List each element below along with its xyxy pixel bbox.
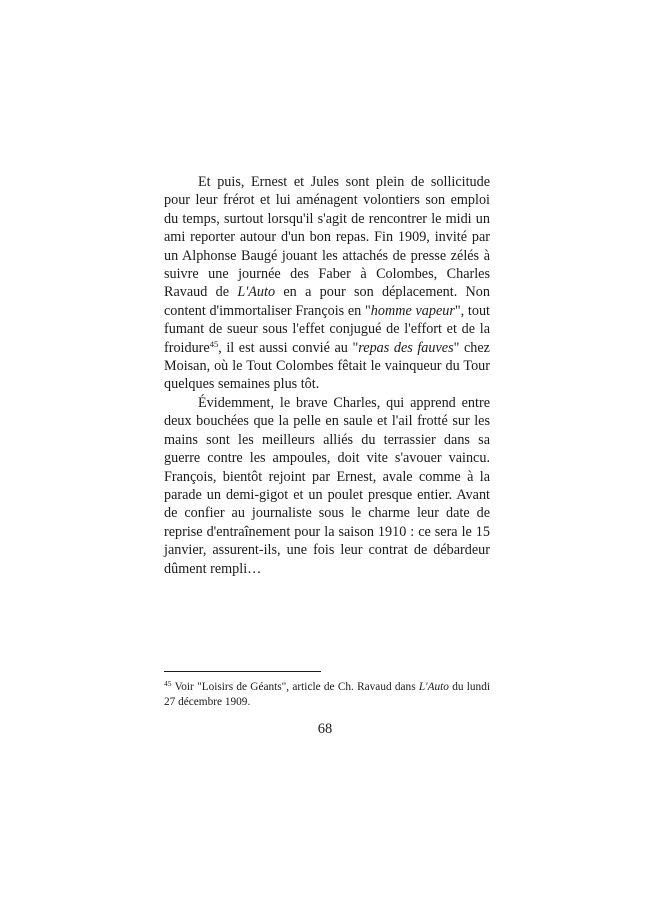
publication-title: L'Auto	[418, 681, 449, 693]
footnote-separator	[164, 671, 321, 672]
text-run: ", tout fumant de sueur sous l'effet conjugué de l'effort et de la froidure	[164, 302, 490, 356]
body-text	[164, 173, 490, 578]
text-run: , il est aussi convié au "	[218, 339, 359, 356]
quoted-phrase: homme vapeur	[370, 302, 455, 319]
footnote-text: du lundi 27 décembre 1909.	[164, 681, 490, 708]
quoted-phrase: repas des fauves	[358, 339, 454, 356]
footnote	[164, 680, 490, 710]
publication-title: L'Auto	[237, 284, 276, 301]
footnote-reference[interactable]: 45	[209, 338, 219, 349]
text-run: Évidemment, le brave Charles, qui apprend entre deux bouchées que la pelle en saule et l'ail frotté sur les mains sont les meilleurs alliés du terrassier dans sa guerre contre les ampoules, doit vite s'avouer vaincu. François, bientôt rejoint par Ernest, avale comme à la parade un demi-gigot et un poulet presque entier. Avant de confier au journaliste sous le charme leur date de reprise d'entraînement pour la saison 1910 : ce sera le 15 janvier, assurent-ils, une fois leur contrat de débardeur dûment rempli…	[164, 394, 490, 577]
paragraph-1	[164, 173, 490, 394]
page-number: 68	[317, 721, 333, 737]
text-run: en a pour son déplacement. Non content d'immortaliser François en "	[164, 284, 490, 319]
paragraph-2	[164, 394, 490, 578]
footnote-text: Voir "Loisirs de Géants", article de Ch. Ravaud dans	[171, 681, 419, 693]
footnote-number: 45	[164, 679, 172, 688]
text-run: Et puis, Ernest et Jules sont plein de sollicitude pour leur frérot et lui aménagent volontiers son emploi du temps, surtout lorsqu'il s'agit de rencontrer le midi un ami reporter autour d'un bon repas. Fin 1909, invité par un Alphonse Baugé jouant les attachés de presse zélés à suivre une journée des Faber à Colombes, Charles Ravaud de	[164, 174, 490, 301]
text-run: " chez Moisan, où le Tout Colombes fêtait le vainqueur du Tour quelques semaines plus tôt.	[164, 339, 490, 393]
